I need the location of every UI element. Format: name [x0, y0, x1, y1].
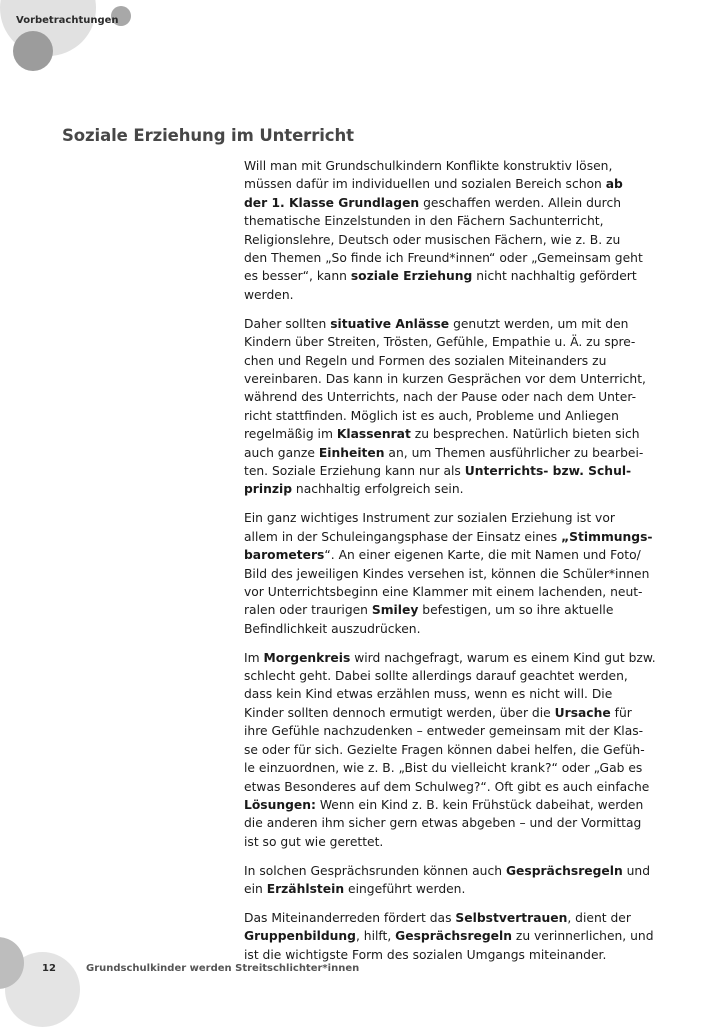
text-line — [244, 685, 654, 703]
text-line — [244, 425, 654, 443]
text-line — [244, 528, 654, 546]
text-segment: wird nachgefragt, warum es einem Kind gut bzw. — [350, 650, 656, 665]
text-segment: es besser“, kann — [244, 269, 351, 284]
text-segment: den Themen „So finde ich Freund*innen“ oder „Gemeinsam geht — [244, 251, 643, 266]
body-text — [244, 157, 654, 975]
text-segment: le einzuordnen, wie z. B. „Bist du vielleicht krank?“ oder „Gab es — [244, 761, 643, 776]
text-segment: se oder für sich. Gezielte Fragen können dabei helfen, die Gefüh- — [244, 742, 645, 757]
text-line — [244, 212, 654, 230]
text-segment: ihre Gefühle nachzudenken – entweder gemeinsam mit der Klas- — [244, 724, 644, 739]
text-line — [244, 862, 654, 880]
text-line — [244, 814, 654, 832]
text-line — [244, 352, 654, 370]
text-line — [244, 909, 654, 927]
text-segment: etwas Besonderes auf dem Schulweg?“. Oft gibt es auch einfache — [244, 779, 650, 794]
text-segment: zu besprechen. Natürlich bieten sich — [410, 427, 640, 442]
text-line — [244, 649, 654, 667]
text-line — [244, 175, 654, 193]
text-line — [244, 370, 654, 388]
text-line — [244, 315, 654, 333]
text-line — [244, 444, 654, 462]
text-segment: ist so gut wie gerettet. — [244, 834, 384, 849]
text-segment: vereinbaren. Das kann in kurzen Gesprächen vor dem Unterricht, — [244, 371, 646, 386]
text-segment: eingeführt werden. — [344, 882, 466, 897]
paragraph — [244, 862, 654, 899]
text-line — [244, 620, 654, 638]
text-line — [244, 796, 654, 814]
text-segment: Daher sollten — [244, 316, 331, 331]
text-segment: Das Miteinanderreden fördert das — [244, 910, 456, 925]
text-segment: regelmäßig im — [244, 427, 337, 442]
text-segment: geschaffen werden. Allein durch — [419, 195, 622, 210]
text-segment: für — [610, 705, 632, 720]
text-line — [244, 407, 654, 425]
text-segment: während des Unterrichts, nach der Pause oder nach dem Unter- — [244, 390, 637, 405]
text-line — [244, 927, 654, 945]
text-line — [244, 509, 654, 527]
text-segment: dass kein Kind etwas erzählen muss, wenn es nicht will. Die — [244, 687, 613, 702]
bold-text: Ursache — [554, 705, 611, 720]
text-line — [244, 704, 654, 722]
bold-text: Unterrichts- bzw. Schul- — [464, 464, 632, 478]
bold-text: Selbstvertrauen — [455, 910, 568, 925]
text-line — [244, 194, 654, 212]
bold-text: prinzip — [244, 482, 293, 497]
text-line — [244, 267, 654, 285]
text-segment: Befindlichkeit auszudrücken. — [244, 621, 421, 636]
decorative-circle-dark — [13, 31, 53, 71]
text-segment: allem in der Schuleingangsphase der Einsatz eines — [244, 529, 562, 544]
text-line — [244, 833, 654, 851]
text-segment: “. An einer eigenen Karte, die mit Namen und Foto/ — [324, 548, 641, 563]
text-segment: Im — [244, 650, 264, 665]
text-segment: ist die wichtigste Form des sozialen Umgangs miteinander. — [244, 947, 607, 962]
text-segment: , dient der — [567, 910, 631, 925]
paragraph — [244, 649, 654, 851]
text-line — [244, 741, 654, 759]
text-line — [244, 249, 654, 267]
text-segment: ten. Soziale Erziehung kann nur als — [244, 464, 465, 478]
text-line — [244, 231, 654, 249]
text-segment: nachhaltig erfolgreich sein. — [292, 482, 464, 497]
page-title: Soziale Erziehung im Unterricht — [62, 126, 354, 145]
text-segment: die anderen ihm sicher gern etwas abgeben – und der Vormittag — [244, 816, 642, 831]
text-line — [244, 667, 654, 685]
bold-text: Morgenkreis — [263, 650, 351, 665]
text-line — [244, 388, 654, 406]
text-line — [244, 583, 654, 601]
text-line — [244, 880, 654, 898]
text-line — [244, 157, 654, 175]
paragraph — [244, 157, 654, 304]
text-line — [244, 565, 654, 583]
bold-text: Einheiten — [318, 445, 385, 460]
text-line — [244, 722, 654, 740]
bold-text: Gesprächsregeln — [395, 929, 512, 944]
bold-text: Lösungen: — [244, 797, 316, 812]
text-line — [244, 778, 654, 796]
text-segment: werden. — [244, 287, 294, 302]
text-segment: zu verinnerlichen, und — [511, 929, 654, 944]
text-segment: befestigen, um so ihre aktuelle — [418, 603, 614, 618]
text-line — [244, 601, 654, 619]
text-segment: ralen oder traurigen — [244, 603, 372, 618]
text-line — [244, 546, 654, 564]
text-segment: Religionslehre, Deutsch oder musischen Fächern, wie z. B. zu — [244, 232, 621, 247]
bold-text: barometers — [244, 548, 325, 563]
paragraph — [244, 509, 654, 638]
page-number: 12 — [42, 963, 56, 974]
text-segment: genutzt werden, um mit den — [449, 316, 629, 331]
text-segment: , hilft, — [355, 929, 396, 944]
text-segment: auch ganze — [244, 445, 319, 460]
text-segment: vor Unterrichtsbeginn eine Klammer mit einem lachenden, neut- — [244, 584, 643, 599]
text-segment: thematische Einzelstunden in den Fächern Sachunterricht, — [244, 214, 604, 229]
paragraph — [244, 315, 654, 499]
text-segment: und — [622, 863, 651, 878]
text-segment: Kinder sollten dennoch ermutigt werden, über die — [244, 705, 555, 720]
bold-text: Gruppenbildung — [244, 929, 356, 944]
text-segment: nicht nachhaltig gefördert — [472, 269, 637, 284]
section-label: Vorbetrachtungen — [16, 15, 119, 26]
bold-text: Erzählstein — [266, 882, 345, 897]
bold-text: „Stimmungs- — [561, 529, 653, 544]
bold-text: der 1. Klasse Grundlagen — [244, 195, 420, 210]
text-line — [244, 333, 654, 351]
paragraph — [244, 909, 654, 964]
text-line — [244, 286, 654, 304]
text-segment: müssen dafür im individuellen und sozialen Bereich schon — [244, 177, 606, 192]
bold-text: situative Anlässe — [330, 316, 450, 331]
book-title: Grundschulkinder werden Streitschlichter*innen — [86, 963, 360, 974]
text-segment: schlecht geht. Dabei sollte allerdings darauf geachtet werden, — [244, 669, 628, 684]
text-line — [244, 946, 654, 964]
bold-text: Klassenrat — [336, 427, 411, 442]
text-segment: Kindern über Streiten, Trösten, Gefühle, Empathie u. Ä. zu spre- — [244, 335, 636, 350]
text-segment: Wenn ein Kind z. B. kein Frühstück dabeihat, werden — [315, 797, 644, 812]
text-line — [244, 462, 654, 480]
text-segment: Bild des jeweiligen Kindes versehen ist, können die Schüler*innen — [244, 566, 650, 581]
text-segment: an, um Themen ausführlicher zu bearbei- — [384, 445, 644, 460]
text-segment: ein — [244, 882, 267, 897]
bold-text: ab — [605, 177, 623, 192]
text-segment: chen und Regeln und Formen des sozialen Miteinanders zu — [244, 353, 607, 368]
bold-text: soziale Erziehung — [350, 269, 473, 284]
bold-text: Smiley — [371, 603, 419, 618]
text-line — [244, 480, 654, 498]
text-segment: Ein ganz wichtiges Instrument zur sozialen Erziehung ist vor — [244, 511, 615, 526]
text-line — [244, 759, 654, 777]
text-segment: richt stattfinden. Möglich ist es auch, Probleme und Anliegen — [244, 408, 619, 423]
text-segment: Will man mit Grundschulkindern Konflikte konstruktiv lösen, — [244, 159, 613, 173]
bold-text: Gesprächsregeln — [505, 863, 623, 878]
text-segment: In solchen Gesprächsrunden können auch — [244, 863, 506, 878]
